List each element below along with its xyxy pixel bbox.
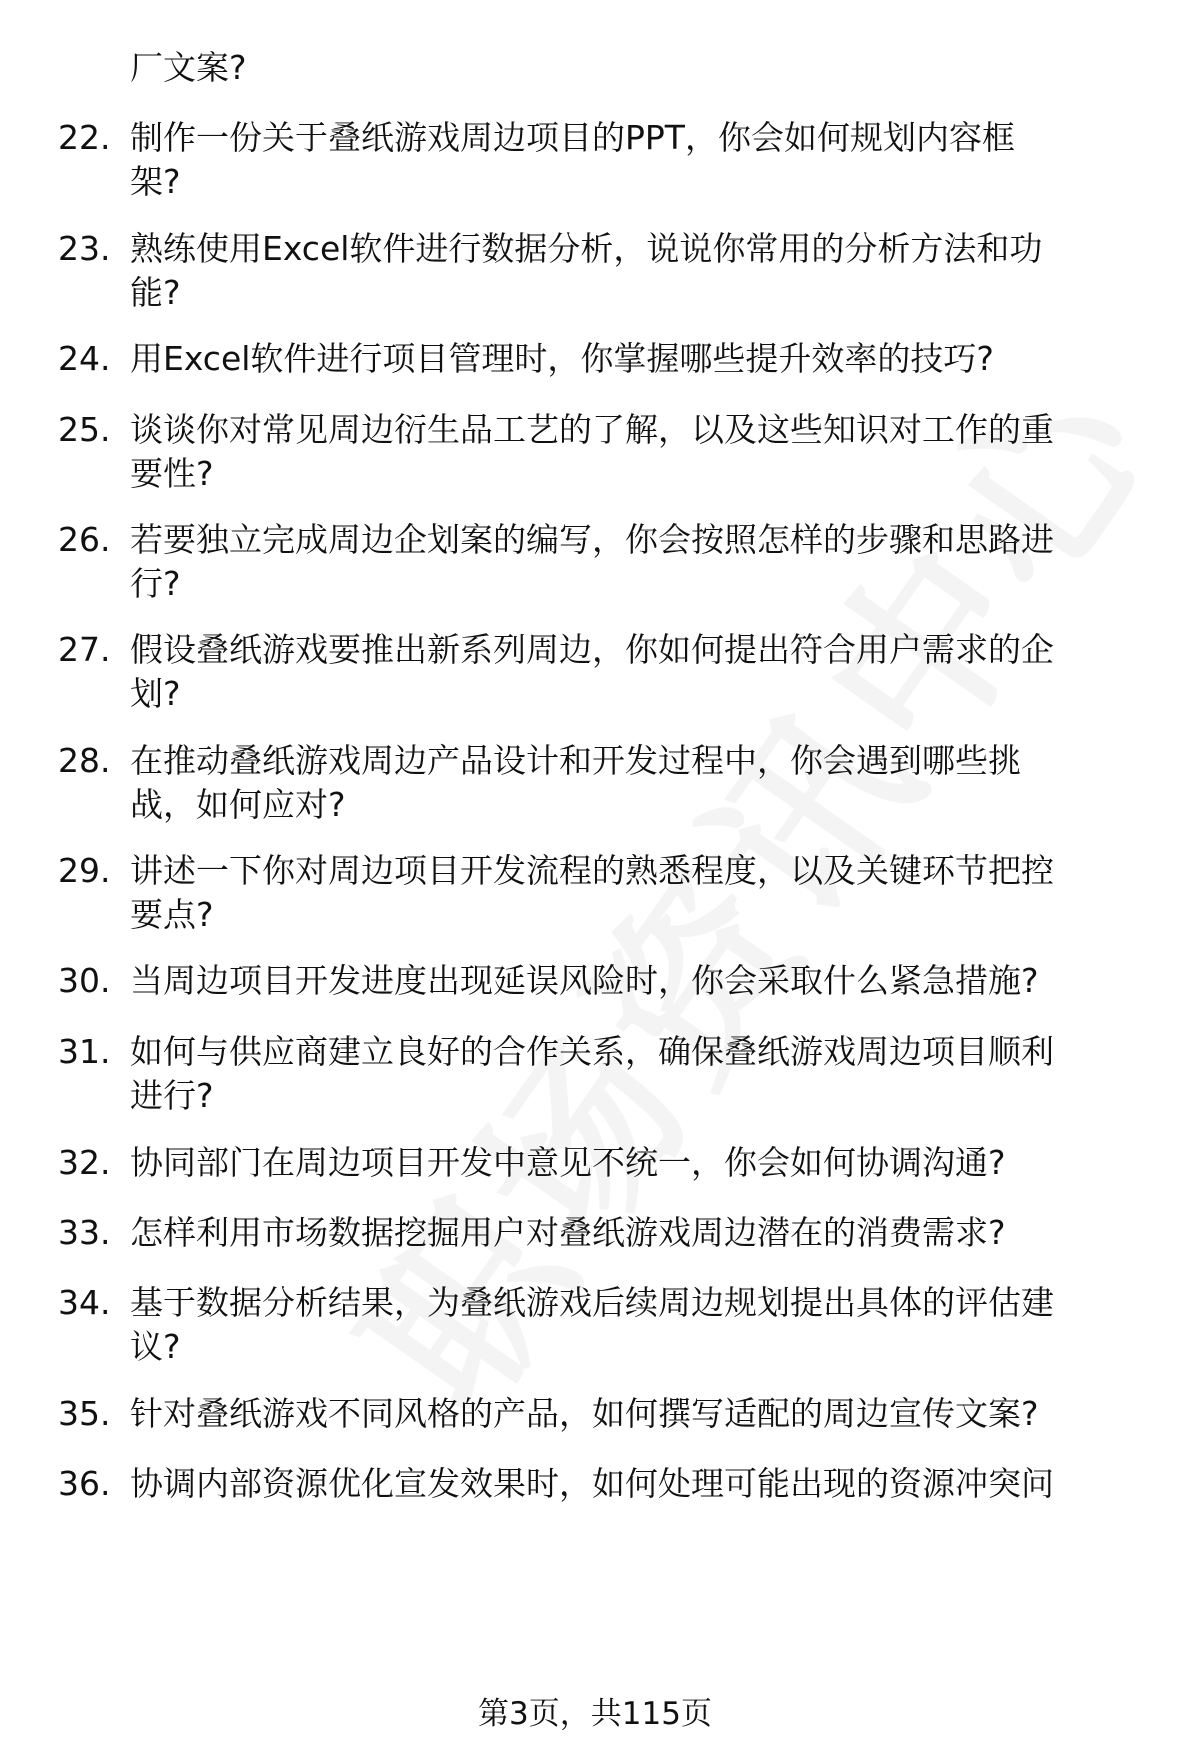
question-text <box>130 116 1150 204</box>
question-number: 28. <box>58 741 111 780</box>
question-number: 23. <box>58 229 111 268</box>
question-number: 32. <box>58 1143 111 1182</box>
question-line-2: 进行? <box>130 1076 214 1115</box>
question-number: 31. <box>58 1032 111 1071</box>
question-number: 30. <box>58 961 111 1000</box>
question-number: 33. <box>58 1213 111 1252</box>
question-number: 29. <box>58 851 111 890</box>
question-number: 25. <box>58 410 111 449</box>
question-text <box>130 1141 1150 1185</box>
question-text <box>130 628 1150 716</box>
question-line-1: 基于数据分析结果，为叠纸游戏后续周边规划提出具体的评估建 <box>130 1283 1054 1322</box>
question-line-1: 当周边项目开发进度出现延误风险时，你会采取什么紧急措施? <box>130 961 1039 1000</box>
question-line-1: 针对叠纸游戏不同风格的产品，如何撰写适配的周边宣传文案? <box>130 1394 1039 1433</box>
question-text <box>130 959 1150 1003</box>
question-text <box>130 1211 1150 1255</box>
question-text <box>130 1462 1150 1506</box>
question-text <box>130 739 1150 827</box>
question-line-1: 如何与供应商建立良好的合作关系，确保叠纸游戏周边项目顺利 <box>130 1032 1054 1071</box>
question-text <box>130 849 1150 937</box>
question-line-1: 协同部门在周边项目开发中意见不统一，你会如何协调沟通? <box>130 1143 1006 1182</box>
question-line-1: 讲述一下你对周边项目开发流程的熟悉程度，以及关键环节把控 <box>130 851 1054 890</box>
question-line-2: 架? <box>130 162 181 201</box>
question-line-2: 行? <box>130 564 181 603</box>
question-line-1: 制作一份关于叠纸游戏周边项目的PPT，你会如何规划内容框 <box>130 118 1015 157</box>
question-line-1: 在推动叠纸游戏周边产品设计和开发过程中，你会遇到哪些挑 <box>130 741 1021 780</box>
question-number: 36. <box>58 1464 111 1503</box>
question-line-1: 假设叠纸游戏要推出新系列周边，你如何提出符合用户需求的企 <box>130 630 1054 669</box>
question-line-2: 议? <box>130 1327 181 1366</box>
question-number: 27. <box>58 630 111 669</box>
question-text <box>130 518 1150 606</box>
question-line-1: 用Excel软件进行项目管理时，你掌握哪些提升效率的技巧? <box>130 339 994 378</box>
question-line-2: 战，如何应对? <box>130 785 346 824</box>
question-line-2: 能? <box>130 273 181 312</box>
question-number: 35. <box>58 1394 111 1433</box>
question-line-2: 划? <box>130 674 181 713</box>
question-text <box>130 1281 1150 1369</box>
question-text <box>130 408 1150 496</box>
question-line-1: 怎样利用市场数据挖掘用户对叠纸游戏周边潜在的消费需求? <box>130 1213 1006 1252</box>
question-text <box>130 337 1150 381</box>
question-line-1: 协调内部资源优化宣发效果时，如何处理可能出现的资源冲突问 <box>130 1464 1054 1503</box>
question-line-1: 谈谈你对常见周边衍生品工艺的了解，以及这些知识对工作的重 <box>130 410 1054 449</box>
question-text <box>130 1030 1150 1118</box>
page-footer: 第3页，共115页 <box>478 1696 712 1732</box>
question-number: 22. <box>58 118 111 157</box>
question-line-2: 要性? <box>130 454 214 493</box>
question-line-1: 若要独立完成周边企划案的编写，你会按照怎样的步骤和思路进 <box>130 520 1054 559</box>
question-line-1: 熟练使用Excel软件进行数据分析，说说你常用的分析方法和功 <box>130 229 1043 268</box>
question-number: 24. <box>58 339 111 378</box>
question-number: 26. <box>58 520 111 559</box>
question-text <box>130 1392 1150 1436</box>
question-number: 34. <box>58 1283 111 1322</box>
question-line-2: 要点? <box>130 895 214 934</box>
question-text <box>130 227 1150 315</box>
continuation-text: 厂文案? <box>130 48 247 87</box>
